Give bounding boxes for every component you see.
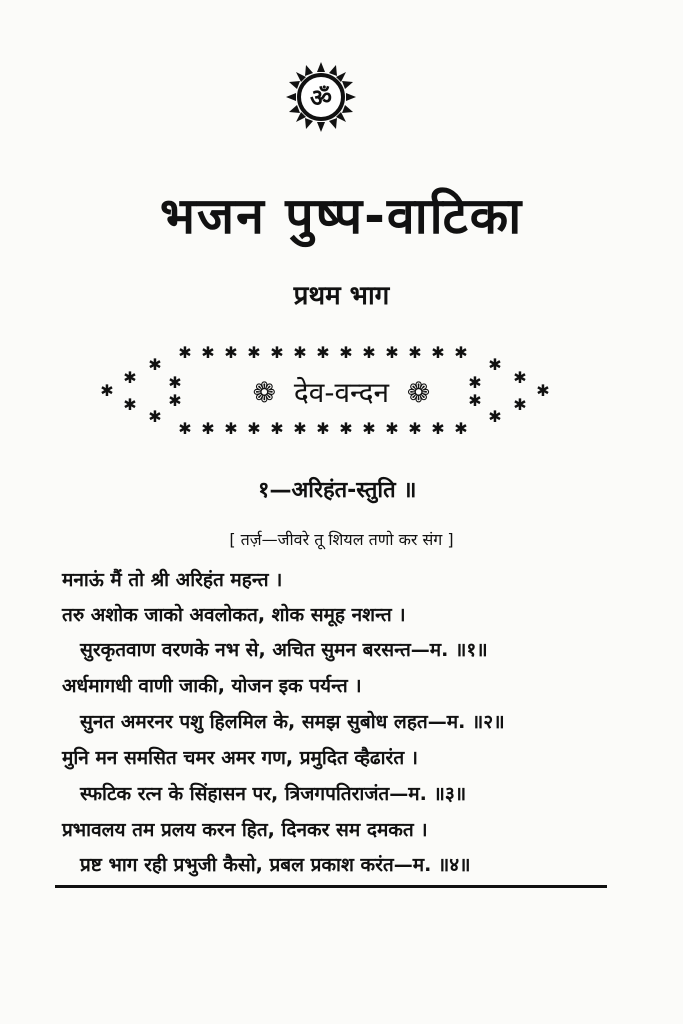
verse-line: अर्धमागधी वाणी जाकी, योजन इक पर्यन्त ।: [62, 675, 362, 697]
star-ornament-icon: ✱: [316, 343, 330, 362]
section-label: देव-वन्दन: [293, 376, 390, 409]
star-ornament-icon: ✱: [385, 419, 399, 438]
svg-text:ॐ: ॐ: [310, 84, 332, 112]
divider-rule: [55, 885, 607, 888]
section-title: [0, 373, 683, 411]
star-ornament-icon: ✱: [339, 419, 353, 438]
verse-line: प्रभावलय तम प्रलय करन हित, दिनकर सम दमकत ।: [62, 819, 428, 841]
star-ornament-icon: ✱: [201, 419, 215, 438]
star-ornament-icon: ✱: [168, 391, 182, 410]
verse-line: तरु अशोक जाको अवलोकत, शोक समूह नशन्त ।: [62, 604, 406, 626]
star-ornament-icon: ✱: [468, 373, 482, 392]
star-ornament-icon: ✱: [293, 343, 307, 362]
verse-line: सुरकृतवाण वरणके नभ से, अचित सुमन बरसन्त—म. ॥१॥: [80, 639, 488, 661]
star-ornament-icon: ✱: [100, 381, 114, 400]
verse-line: स्फटिक रत्न के सिंहासन पर, त्रिजगपतिराजंत—म. ॥३॥: [80, 783, 467, 805]
star-ornament-icon: ✱: [316, 419, 330, 438]
star-ornament-icon: ✱: [454, 343, 468, 362]
flower-icon: ❁: [252, 376, 277, 409]
star-ornament-icon: ✱: [148, 355, 162, 374]
verse-line: मनाऊं मैं तो श्री अरिहंत महन्त ।: [62, 569, 283, 591]
star-ornament-icon: ✱: [513, 368, 527, 387]
star-ornament-icon: ✱: [123, 395, 137, 414]
om-emblem: [286, 62, 356, 132]
star-ornament-icon: ✱: [431, 419, 445, 438]
star-ornament-icon: ✱: [247, 419, 261, 438]
star-ornament-icon: ✱: [178, 343, 192, 362]
star-ornament-icon: ✱: [270, 419, 284, 438]
star-ornament-icon: ✱: [408, 343, 422, 362]
star-ornament-icon: ✱: [247, 343, 261, 362]
verse-line: मुनि मन समसित चमर अमर गण, प्रमुदित व्हैढारंत ।: [62, 747, 418, 769]
star-ornament-icon: ✱: [178, 419, 192, 438]
flower-icon: ❁: [406, 376, 431, 409]
star-ornament-icon: ✱: [224, 343, 238, 362]
star-ornament-icon: ✱: [385, 343, 399, 362]
star-ornament-icon: ✱: [468, 391, 482, 410]
star-ornament-icon: ✱: [293, 419, 307, 438]
star-ornament-icon: ✱: [536, 381, 550, 400]
star-ornament-icon: ✱: [431, 343, 445, 362]
verse-line: प्रष्ट भाग रही प्रभुजी कैसो, प्रबल प्रकाश करंत—म. ॥४॥: [80, 854, 471, 876]
book-title: भजन पुष्प-वाटिका: [159, 187, 524, 245]
star-ornament-icon: ✱: [148, 407, 162, 426]
star-ornament-icon: ✱: [362, 419, 376, 438]
star-ornament-icon: ✱: [408, 419, 422, 438]
verse-line: सुनत अमरनर पशु हिलमिल के, समझ सुबोध लहत—म. ॥२॥: [80, 711, 505, 733]
star-ornament-icon: ✱: [339, 343, 353, 362]
star-ornament-icon: ✱: [513, 395, 527, 414]
star-ornament-icon: ✱: [454, 419, 468, 438]
star-ornament-icon: ✱: [270, 343, 284, 362]
star-ornament-icon: ✱: [201, 343, 215, 362]
book-part: प्रथम भाग: [293, 281, 390, 311]
hymn-heading: १—अरिहंत-स्तुति ॥: [258, 478, 417, 503]
star-ornament-icon: ✱: [224, 419, 238, 438]
star-ornament-icon: ✱: [488, 407, 502, 426]
star-ornament-icon: ✱: [488, 355, 502, 374]
star-ornament-icon: ✱: [362, 343, 376, 362]
tune-note: [ तर्ज़—जीवरे तू शियल तणो कर संग ]: [229, 530, 454, 549]
star-ornament-icon: ✱: [123, 368, 137, 387]
om-sun-icon: [286, 62, 356, 132]
star-ornament-icon: ✱: [168, 373, 182, 392]
